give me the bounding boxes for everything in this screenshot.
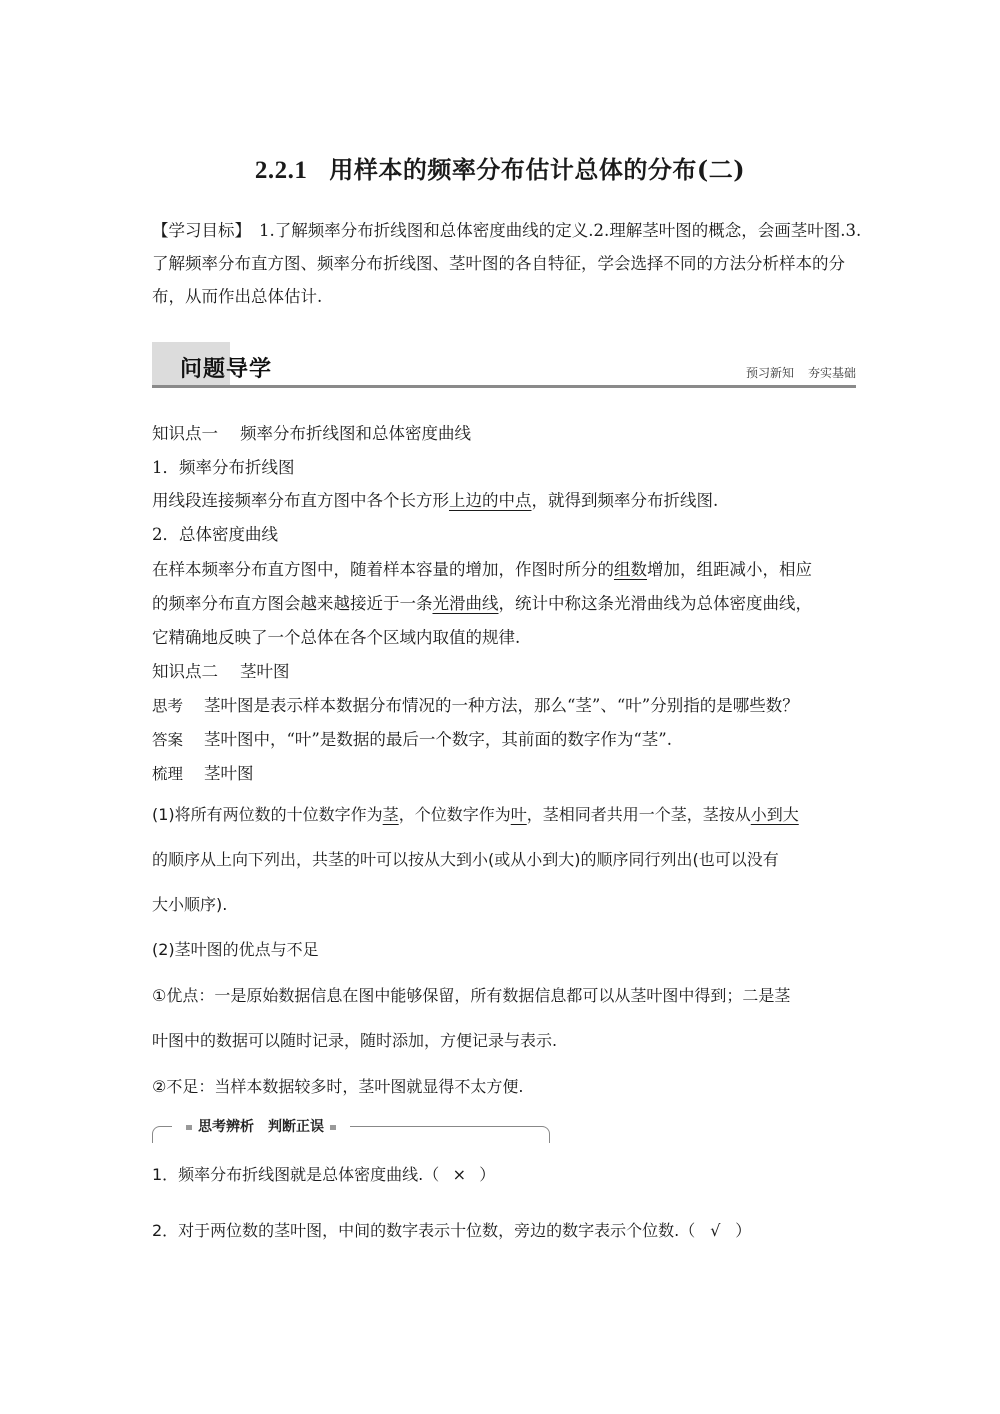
judge-title-b: 判断正误 xyxy=(268,1119,324,1135)
underlined-answer: 小到大 xyxy=(750,805,799,824)
text: (1)将所有两位数的十位数字作为 xyxy=(152,805,383,824)
knowledge-point-1-heading xyxy=(152,420,471,444)
stem-leaf-p1-line1 xyxy=(152,802,799,825)
answer-bracket: （ √ ） xyxy=(679,1221,752,1240)
advantages-line1: ①优点：一是原始数据信息在图中能够保留，所有数据信息都可以从茎叶图中得到；二是茎 xyxy=(152,986,791,1005)
kp1-item2-line1 xyxy=(152,556,812,580)
question-text: 2．对于两位数的茎叶图，中间的数字表示十位数，旁边的数字表示个位数. xyxy=(152,1221,680,1240)
text: ，个位数字作为 xyxy=(398,805,511,824)
kp2-label: 知识点二 xyxy=(152,662,218,681)
judge-title-a: 思考辨析 xyxy=(198,1119,254,1135)
think-question xyxy=(152,692,799,716)
text: ，就得到频率分布折线图. xyxy=(531,491,719,510)
review xyxy=(152,760,254,784)
cross-mark-icon: × xyxy=(452,1165,466,1184)
stem-leaf-p1-line2: 的顺序从上向下列出，共茎的叶可以按从大到小(或从小到大)的顺序同行列出(也可以没有 xyxy=(152,850,779,869)
answer xyxy=(152,726,672,750)
think-tag: 思考 xyxy=(152,697,184,715)
stem-leaf-p1-line3: 大小顺序). xyxy=(152,895,228,914)
underlined-answer: 叶 xyxy=(510,805,527,824)
section-banner xyxy=(152,342,856,388)
square-bullet-icon xyxy=(330,1125,336,1130)
learning-goals xyxy=(152,214,864,313)
kp1-label: 知识点一 xyxy=(152,424,218,443)
judge-box-title xyxy=(172,1116,350,1136)
title-text: 用样本的频率分布估计总体的分布(二) xyxy=(329,155,746,184)
text: 增加，组距减小，相应 xyxy=(647,560,812,579)
text: ，茎相同者共用一个茎，茎按从 xyxy=(526,805,751,824)
page-title xyxy=(0,150,1000,185)
section-number: 2.2.1 xyxy=(254,157,308,184)
stem-leaf-p2-title: (2)茎叶图的优点与不足 xyxy=(152,940,319,959)
disadvantages: ②不足：当样本数据较多时，茎叶图就显得不太方便. xyxy=(152,1077,524,1096)
advantages-line2: 叶图中的数据可以随时记录，随时添加，方便记录与表示. xyxy=(152,1031,558,1050)
section-heading: 问题导学 xyxy=(180,357,273,382)
review-tag: 梳理 xyxy=(152,765,184,783)
judge-box-header xyxy=(152,1118,550,1142)
kp1-item2-line3: 它精确地反映了一个总体在各个区域内取值的规律. xyxy=(152,628,521,647)
goals-label: 【学习目标】 xyxy=(152,221,251,240)
section-sub-1: 预习新知 xyxy=(745,366,794,380)
text: 在样本频率分布直方图中，随着样本容量的增加，作图时所分的 xyxy=(152,560,614,579)
kp1-item2-title: 2．总体密度曲线 xyxy=(152,525,278,544)
answer-bracket: （ × ） xyxy=(423,1165,496,1184)
text: 用线段连接频率分布直方图中各个长方形 xyxy=(152,491,449,510)
text: ，统计中称这条光滑曲线为总体密度曲线， xyxy=(498,594,812,613)
kp1-item1-title: 1．频率分布折线图 xyxy=(152,458,295,477)
kp2-title: 茎叶图 xyxy=(240,662,290,681)
answer-text: 茎叶图中，“叶”是数据的最后一个数字，其前面的数字作为“茎”. xyxy=(204,730,672,749)
kp1-item1-text xyxy=(152,487,718,511)
think-text: 茎叶图是表示样本数据分布情况的一种方法，那么“茎”、“叶”分别指的是哪些数？ xyxy=(204,696,799,715)
knowledge-point-2-heading xyxy=(152,658,290,682)
underlined-answer: 光滑曲线 xyxy=(432,594,499,613)
judge-question-2 xyxy=(152,1218,751,1241)
kp1-title: 频率分布折线图和总体密度曲线 xyxy=(240,424,471,443)
text: 的频率分布直方图会越来越接近于一条 xyxy=(152,594,433,613)
check-mark-icon: √ xyxy=(710,1221,721,1240)
section-subtitle xyxy=(746,364,856,381)
section-sub-2: 夯实基础 xyxy=(807,366,856,380)
square-bullet-icon xyxy=(186,1125,192,1130)
question-text: 1．频率分布折线图就是总体密度曲线. xyxy=(152,1165,424,1184)
judge-question-1 xyxy=(152,1162,495,1185)
banner-rule xyxy=(152,385,856,388)
review-text: 茎叶图 xyxy=(204,764,254,783)
goals-text: 1.了解频率分布折线图和总体密度曲线的定义.2.理解茎叶图的概念，会画茎叶图.3.了解频率分布直方图、频率分布折线图、茎叶图的各自特征，学会选择不同的方法分析样本的分布，从而作出总体估计. xyxy=(152,221,862,306)
kp1-item2-line2 xyxy=(152,590,812,614)
underlined-answer: 上边的中点 xyxy=(449,491,532,510)
underlined-answer: 茎 xyxy=(382,805,399,824)
answer-tag: 答案 xyxy=(152,731,184,749)
underlined-answer: 组数 xyxy=(614,560,647,579)
